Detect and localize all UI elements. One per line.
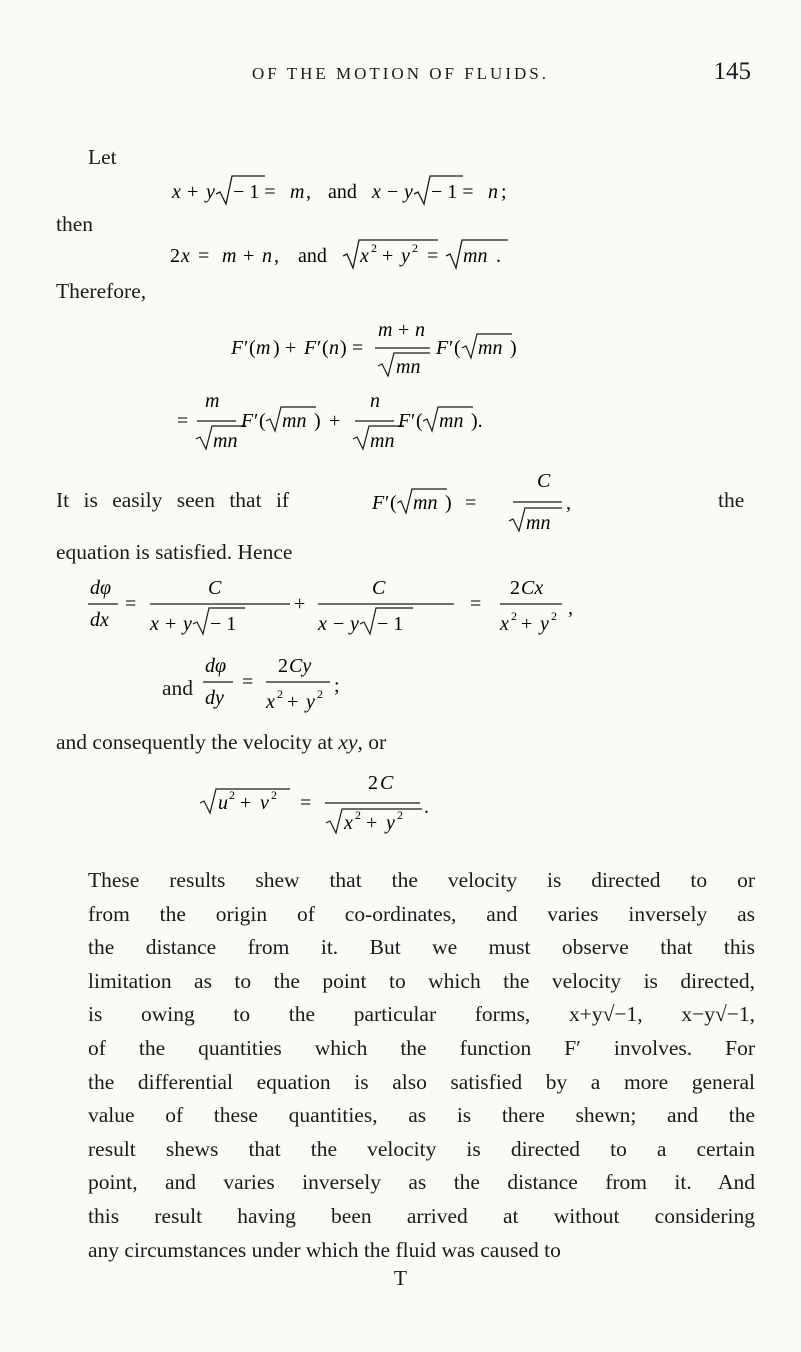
svg-text:x: x bbox=[372, 181, 381, 203]
equation-7 bbox=[0, 648, 801, 723]
svg-text:− 1: − 1 bbox=[210, 613, 237, 635]
paragraph-body bbox=[88, 864, 755, 1267]
svg-text:mn: mn bbox=[396, 356, 421, 378]
svg-text:′: ′ bbox=[317, 337, 322, 359]
svg-text:dy: dy bbox=[205, 687, 224, 709]
svg-text:y: y bbox=[206, 181, 215, 203]
svg-text:=: = bbox=[465, 492, 477, 514]
svg-text:y: y bbox=[401, 245, 410, 267]
svg-text:m: m bbox=[378, 319, 393, 341]
svg-text:2: 2 bbox=[278, 655, 288, 677]
svg-text:mn: mn bbox=[282, 410, 307, 432]
svg-text:x: x bbox=[344, 812, 353, 834]
svg-text:,: , bbox=[568, 597, 573, 619]
word-then: then bbox=[56, 212, 94, 236]
svg-text:.: . bbox=[496, 245, 501, 267]
paragraph-line: this result having been arrived at without considering bbox=[88, 1203, 755, 1228]
svg-text:(: ( bbox=[322, 337, 329, 359]
svg-text:2: 2 bbox=[397, 808, 403, 822]
svg-text:n: n bbox=[488, 181, 498, 203]
svg-text:x: x bbox=[318, 613, 327, 635]
svg-text:dx: dx bbox=[90, 609, 109, 631]
svg-text:u: u bbox=[218, 792, 228, 814]
svg-text:−: − bbox=[333, 613, 345, 635]
svg-text:x: x bbox=[360, 245, 369, 267]
text-equation-satisfied: equation is satisfied. Hence bbox=[56, 540, 293, 564]
svg-text:y: y bbox=[183, 613, 192, 635]
page-header bbox=[0, 58, 801, 88]
svg-text:2: 2 bbox=[551, 609, 557, 623]
running-head: OF THE MOTION OF FLUIDS. bbox=[252, 64, 549, 83]
svg-text:y: y bbox=[404, 181, 413, 203]
paragraph-line: the distance from it. But we must observe that this bbox=[88, 935, 755, 960]
svg-text:2: 2 bbox=[368, 772, 378, 794]
svg-text:v: v bbox=[260, 792, 269, 814]
svg-text:m: m bbox=[222, 245, 237, 267]
equation-3 bbox=[0, 310, 801, 385]
svg-text:′: ′ bbox=[411, 410, 416, 432]
svg-text:mn: mn bbox=[439, 410, 464, 432]
svg-text:y: y bbox=[386, 812, 395, 834]
paragraph-line: is owing to the particular forms, x+y√−1, x−y√−1, bbox=[88, 1002, 755, 1027]
svg-text:−: − bbox=[387, 181, 399, 203]
equation-1 bbox=[0, 170, 801, 210]
svg-text:(: ( bbox=[416, 410, 423, 432]
paragraph-line: These results shew that the velocity is directed to or bbox=[88, 868, 755, 892]
svg-text:+: + bbox=[240, 792, 252, 814]
svg-text:m: m bbox=[205, 390, 220, 412]
word-let: Let bbox=[88, 145, 117, 169]
page-number: 145 bbox=[713, 58, 751, 85]
text-easily-seen: It is easily seen that if bbox=[56, 488, 290, 512]
svg-text:C: C bbox=[537, 470, 551, 492]
svg-text:n: n bbox=[370, 390, 380, 412]
svg-text:′: ′ bbox=[254, 410, 259, 432]
svg-text:=: = bbox=[300, 792, 312, 814]
svg-text:− 1: − 1 bbox=[377, 613, 404, 635]
svg-text:2: 2 bbox=[355, 808, 361, 822]
svg-text:y: y bbox=[350, 613, 359, 635]
svg-text:dφ: dφ bbox=[205, 655, 227, 677]
svg-text:− 1 =: − 1 = bbox=[233, 181, 276, 203]
svg-text:(: ( bbox=[259, 410, 266, 432]
svg-text:+: + bbox=[398, 319, 410, 341]
svg-text:,: , bbox=[306, 181, 311, 203]
svg-text:y: y bbox=[540, 613, 549, 635]
svg-text:C: C bbox=[208, 577, 222, 599]
svg-text:=: = bbox=[470, 593, 482, 615]
svg-text:): ) bbox=[273, 337, 280, 359]
svg-text:+: + bbox=[287, 691, 299, 713]
paragraph-line: limitation as to the point to which the velocity is directed, bbox=[88, 968, 755, 993]
svg-text:mn: mn bbox=[478, 337, 503, 359]
svg-text:F: F bbox=[398, 410, 411, 432]
svg-text:2: 2 bbox=[170, 245, 180, 267]
svg-text:m: m bbox=[290, 181, 305, 203]
svg-text:): ) bbox=[314, 410, 321, 432]
svg-text:F: F bbox=[231, 337, 244, 359]
svg-text:dφ: dφ bbox=[90, 577, 112, 599]
equation-6 bbox=[0, 570, 801, 645]
svg-text:x: x bbox=[181, 245, 190, 267]
svg-text:x: x bbox=[266, 691, 275, 713]
svg-text:F: F bbox=[372, 492, 385, 514]
svg-text:n: n bbox=[415, 319, 425, 341]
svg-text:n: n bbox=[262, 245, 272, 267]
svg-text:(: ( bbox=[454, 337, 461, 359]
svg-text:.: . bbox=[424, 796, 429, 818]
svg-text:=: = bbox=[427, 245, 439, 267]
paragraph-line: result shews that the velocity is directed to a certain bbox=[88, 1136, 755, 1161]
word-the: the bbox=[718, 488, 745, 512]
svg-text:n: n bbox=[329, 337, 339, 359]
svg-text:2: 2 bbox=[511, 609, 517, 623]
svg-text:F: F bbox=[241, 410, 254, 432]
paragraph-line: value of these quantities, as is there shewn; and the bbox=[88, 1103, 755, 1128]
svg-text:y: y bbox=[306, 691, 315, 713]
svg-text:): ) bbox=[340, 337, 347, 359]
equation-5 bbox=[0, 460, 801, 540]
svg-text:mn: mn bbox=[370, 430, 395, 452]
svg-text:+: + bbox=[285, 337, 297, 359]
svg-text:,: , bbox=[566, 492, 571, 514]
signature-mark: T bbox=[393, 1266, 408, 1290]
text-and-consequently: and consequently the velocity at xy, or bbox=[56, 730, 387, 754]
svg-text:=: = bbox=[198, 245, 210, 267]
word-and: and bbox=[162, 676, 194, 700]
svg-text:2: 2 bbox=[277, 687, 283, 701]
svg-text:=: = bbox=[242, 671, 254, 693]
svg-text:+: + bbox=[165, 613, 177, 635]
svg-text:C: C bbox=[380, 772, 394, 794]
svg-text:2: 2 bbox=[371, 241, 377, 255]
paragraph-line: from the origin of co-ordinates, and varies inversely as bbox=[88, 901, 755, 926]
svg-text:Cx: Cx bbox=[521, 577, 544, 599]
svg-text:′: ′ bbox=[244, 337, 249, 359]
paragraph-line: any circumstances under which the fluid was caused to bbox=[88, 1237, 561, 1262]
svg-text:+: + bbox=[243, 245, 255, 267]
svg-text:F: F bbox=[436, 337, 449, 359]
svg-text:x: x bbox=[150, 613, 159, 635]
svg-text:): ) bbox=[510, 337, 517, 359]
svg-text:and: and bbox=[298, 245, 327, 267]
paragraph-line: of the quantities which the function F′ involves. For bbox=[88, 1035, 755, 1060]
svg-text:F: F bbox=[304, 337, 317, 359]
paragraph-line: point, and varies inversely as the distance from it. And bbox=[88, 1170, 755, 1195]
svg-text:+: + bbox=[521, 613, 533, 635]
paragraph-line: the differential equation is also satisfied by a more general bbox=[88, 1069, 755, 1094]
svg-text:2: 2 bbox=[510, 577, 520, 599]
equation-8 bbox=[0, 765, 801, 845]
svg-text:x: x bbox=[500, 613, 509, 635]
svg-text:,: , bbox=[274, 245, 279, 267]
svg-text:C: C bbox=[372, 577, 386, 599]
equation-2 bbox=[0, 236, 801, 276]
svg-text:m: m bbox=[256, 337, 271, 359]
svg-text:(: ( bbox=[390, 492, 397, 514]
svg-text:+: + bbox=[294, 593, 306, 615]
svg-text:mn: mn bbox=[463, 245, 488, 267]
svg-text:(: ( bbox=[249, 337, 256, 359]
svg-text:+: + bbox=[382, 245, 394, 267]
eq1-x: x bbox=[172, 181, 181, 203]
svg-text:2: 2 bbox=[271, 788, 277, 802]
svg-text:+: + bbox=[366, 812, 378, 834]
svg-text:mn: mn bbox=[413, 492, 438, 514]
svg-text:mn: mn bbox=[526, 512, 551, 534]
svg-text:=: = bbox=[125, 593, 137, 615]
svg-text:;: ; bbox=[501, 181, 507, 203]
svg-text:2: 2 bbox=[229, 788, 235, 802]
svg-text:): ) bbox=[445, 492, 452, 514]
svg-text:+: + bbox=[187, 181, 199, 203]
svg-text:′: ′ bbox=[385, 492, 390, 514]
eq1-and: and bbox=[328, 181, 357, 203]
word-therefore: Therefore, bbox=[56, 279, 147, 303]
svg-text:Cy: Cy bbox=[289, 655, 312, 677]
svg-text:=: = bbox=[352, 337, 364, 359]
svg-text:− 1 =: − 1 = bbox=[431, 181, 474, 203]
equation-4 bbox=[0, 385, 801, 465]
svg-text:mn: mn bbox=[213, 430, 238, 452]
svg-text:=: = bbox=[177, 410, 189, 432]
svg-text:′: ′ bbox=[449, 337, 454, 359]
svg-text:).: ). bbox=[471, 410, 483, 432]
svg-text:2: 2 bbox=[412, 241, 418, 255]
svg-text:+: + bbox=[329, 410, 341, 432]
svg-text:;: ; bbox=[334, 675, 340, 697]
svg-text:2: 2 bbox=[317, 687, 323, 701]
